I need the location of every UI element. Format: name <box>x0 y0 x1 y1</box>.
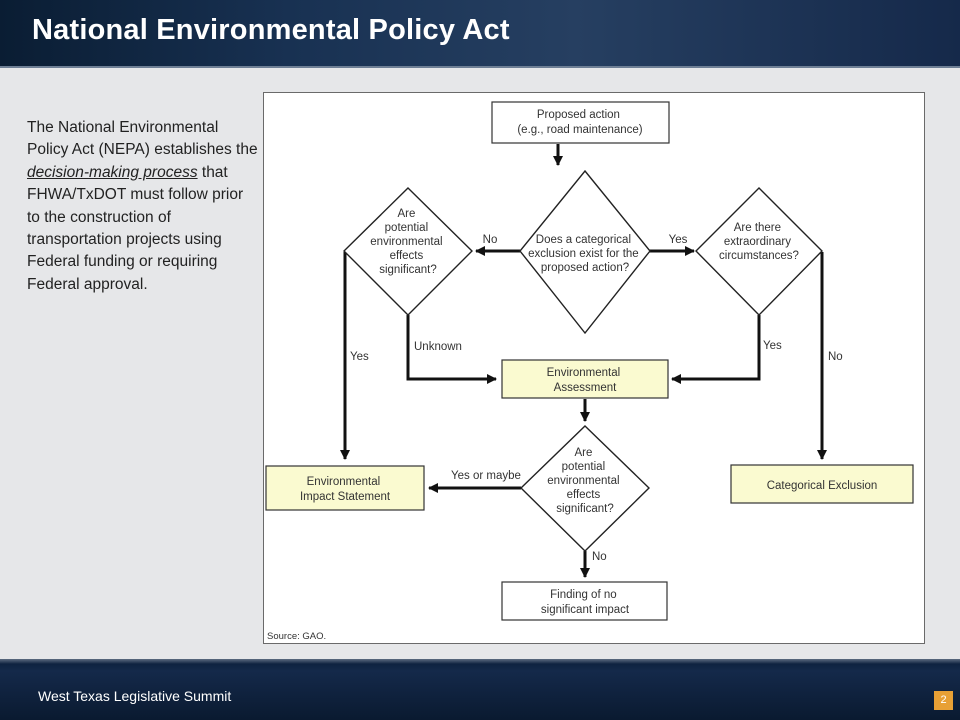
nepa-flowchart <box>263 92 925 644</box>
body-text-1: The <box>27 119 59 136</box>
fonsi-label: Finding of no significant impact <box>540 589 630 616</box>
edge-label-yes-left-down: Yes <box>350 351 369 363</box>
body-text-3: that FHWA/TxDOT must follow prior to the construction of transportation projects using Federal funding or requiring Federal approval. <box>27 163 244 293</box>
source-note: Source: GAO. <box>267 631 327 642</box>
categorical-exclusion-label: Categorical Exclusion <box>766 480 878 492</box>
proposed-action-line-2: (e.g., road maintenance) <box>517 124 643 136</box>
edge-label-no-bottom: No <box>592 551 607 563</box>
page-number-badge: 2 <box>934 691 953 710</box>
edge-label-unknown: Unknown <box>414 341 462 353</box>
edge-label-yes-right-down: Yes <box>763 340 782 352</box>
proposed-action-line-1: Proposed action <box>536 109 620 121</box>
categorical-question-label: Does a categorical exclusion exist for the proposed action? <box>528 234 639 274</box>
edge-label-no-left: No <box>482 234 498 246</box>
environmental-impact-statement-label: Environmental Impact Statement <box>299 476 391 503</box>
environmental-assessment-label: Environmental Assessment <box>546 367 621 394</box>
left-question-label: Are potential environmental effects significant? <box>370 208 443 276</box>
right-question-label: Are there extraordinary circumstances? <box>719 222 799 262</box>
edge-label-yes-or-maybe: Yes or maybe <box>451 470 521 482</box>
body-text-decision-process: decision-making process <box>27 163 198 181</box>
flowchart-canvas <box>264 93 926 645</box>
header-bar <box>0 0 960 68</box>
slide-title: National Environmental Policy Act <box>32 14 510 46</box>
edge-label-yes-right: Yes <box>668 234 688 246</box>
body-text-2: establishes the <box>149 141 258 159</box>
environmental-impact-statement-box <box>266 466 424 510</box>
body-text-nepa: National Environmental Policy Act (NEPA) <box>27 119 219 159</box>
footer-text: West Texas Legislative Summit <box>38 688 232 704</box>
body-paragraph <box>27 117 259 296</box>
arrow-yes-to-ea <box>672 315 759 379</box>
bottom-question-label: Are potential environmental effects significant? <box>547 447 620 515</box>
edge-label-no-right-down: No <box>828 351 843 363</box>
